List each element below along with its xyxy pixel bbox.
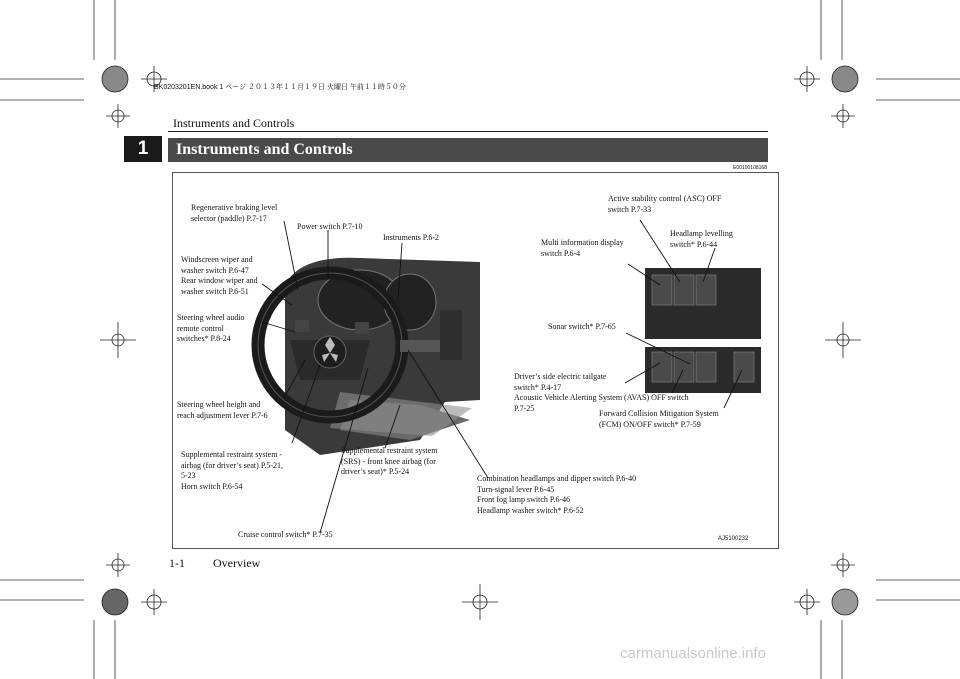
label-audio-remote: Steering wheel audio remote control switches* P.8-24 [177, 313, 245, 343]
figure-code: AJ5100232 [718, 536, 749, 542]
label-instruments: Instruments P.6-2 [383, 233, 439, 242]
label-tailgate-avas: Driver’s side electric tailgate switch* P.4-17 Acoustic Vehicle Alerting System (AVAS) OFF switch P.7-25 [514, 372, 689, 413]
label-steering-adjust: Steering wheel height and reach adjustment lever P.7-6 [177, 400, 268, 420]
running-header-title: Instruments and Controls [173, 116, 295, 130]
label-cruise-control: Cruise control switch* P.7-35 [238, 530, 333, 539]
book-info: BK0203201EN.book 1 ページ ２０１３年１１月１９日 火曜日 午前１１時５０分 [154, 84, 406, 91]
page-section-name: Overview [213, 556, 261, 570]
label-combination-switch: Combination headlamps and dipper switch P.6-40 Turn-signal lever P.6-45 Front fog lamp switch P.6-46 Headlamp washer switch* P.6-52 [477, 474, 637, 515]
page-number: 1-1 [169, 556, 185, 570]
chapter-tab: 1 [124, 136, 162, 162]
label-wiper-switch: Windscreen wiper and washer switch P.6-47 Rear window wiper and washer switch P.6-51 [181, 255, 258, 296]
section-title-bar: Instruments and Controls [168, 138, 768, 162]
label-sonar-switch: Sonar switch* P.7-65 [548, 322, 616, 331]
label-srs-knee: Supplemental restraint system (SRS) - front knee airbag (for driver’s seat)* P.5-24 [341, 446, 438, 476]
label-power-switch: Power switch P.7-10 [297, 222, 363, 231]
label-fcm-switch: Forward Collision Mitigation System (FCM) ON/OFF switch* P.7-59 [599, 409, 719, 429]
section-code: E00100108168 [733, 165, 767, 171]
header-rule [168, 131, 768, 132]
label-headlamp-levelling: Headlamp levelling switch* P.6-44 [670, 229, 733, 249]
label-srs-airbag: Supplemental restraint system - airbag (for driver’s seat) P.5-21, 5-23 Horn switch P.6-54 [181, 450, 284, 491]
label-multi-info: Multi information display switch P.6-4 [541, 238, 624, 258]
watermark: carmanualsonline.info [620, 645, 766, 662]
label-regen-braking: Regenerative braking level selector (paddle) P.7-17 [191, 203, 278, 223]
label-asc-off: Active stability control (ASC) OFF switch P.7-33 [608, 194, 722, 214]
